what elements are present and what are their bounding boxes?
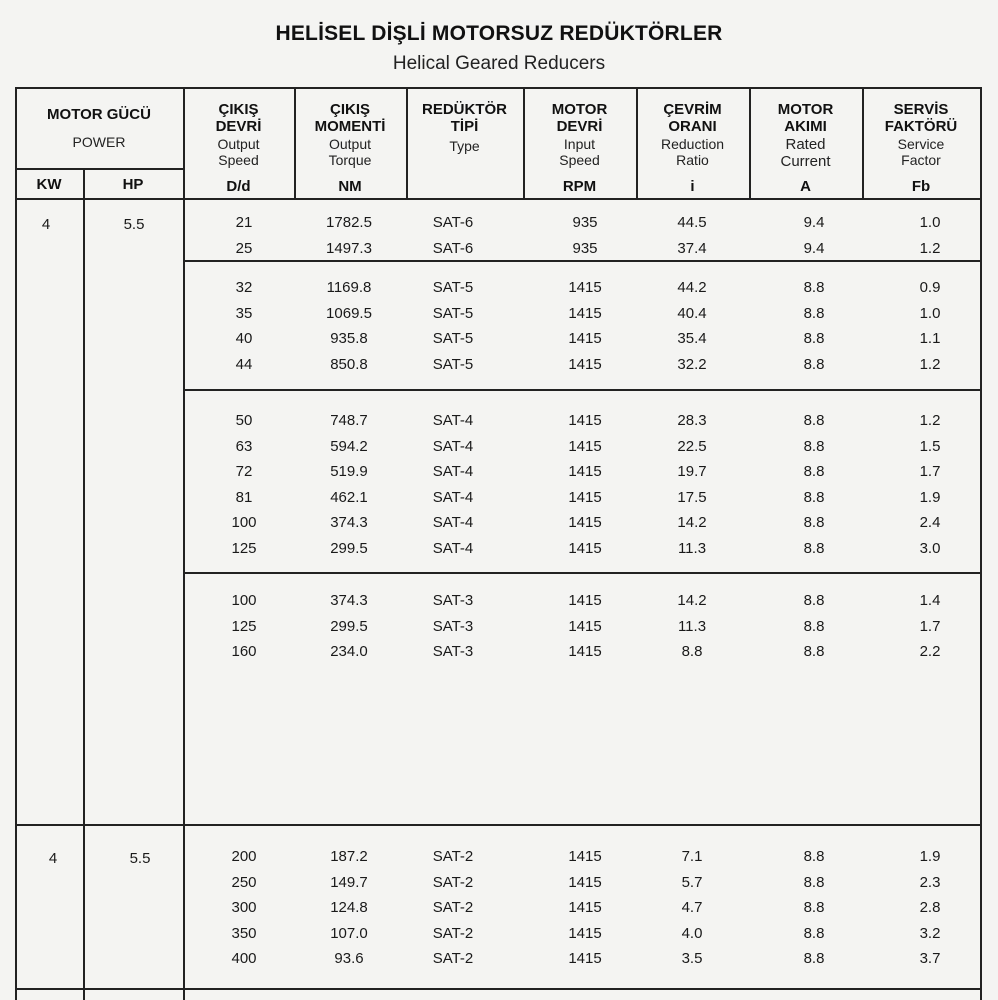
header-service-unit: Fb: [911, 178, 931, 195]
output-torque-cell: 124.8: [330, 899, 368, 917]
rated-current-cell: 8.8: [803, 873, 825, 891]
header-ratio-en1: Reduction: [660, 135, 725, 152]
output-speed-cell: 125: [231, 617, 257, 635]
header-ratio-tr1: ÇEVRİM: [663, 101, 722, 118]
service-factor-cell: 3.2: [919, 924, 941, 942]
header-service-en2: Factor: [901, 151, 941, 168]
header-reducer-type: [406, 101, 523, 198]
output-torque-cell: 299.5: [330, 617, 368, 635]
output-torque-cell: 462.1: [330, 488, 368, 506]
header-input-speed-unit: RPM: [562, 178, 597, 195]
power-hp-value: 5.5: [129, 850, 151, 867]
service-factor-cell: 1.0: [919, 214, 941, 231]
input-speed-cell: 935: [572, 239, 598, 257]
output-torque-cell: 1782.5: [326, 214, 372, 231]
header-hp-label: HP: [122, 176, 144, 193]
header-current-tr2: AKIMI: [784, 118, 827, 136]
reducer-type-cell: SAT-6: [432, 239, 474, 257]
reduction-ratio-cell: 8.8: [681, 643, 703, 661]
output-speed-cell: 44: [235, 355, 253, 373]
rated-current-cell: 8.8: [803, 950, 825, 968]
input-speed-cell: 1415: [568, 924, 602, 942]
input-speed-cell: 1415: [568, 643, 602, 661]
reducer-type-cell: SAT-3: [432, 617, 474, 635]
header-current-en1: Rated: [785, 135, 826, 153]
reduction-ratio-cell: 14.2: [677, 592, 707, 609]
rated-current-cell: 8.8: [803, 330, 825, 348]
service-factor-cell: 2.3: [919, 873, 941, 891]
header-output-speed-en1: Output: [217, 135, 260, 152]
output-speed-cell: 100: [231, 514, 257, 532]
output-speed-cell: 250: [231, 873, 257, 891]
header-output-torque: [294, 101, 406, 198]
output-speed-cell: 300: [231, 899, 257, 917]
reducer-type-cell: SAT-2: [432, 899, 474, 917]
group-separator: [183, 260, 982, 262]
output-torque-cell: 93.6: [334, 950, 364, 968]
header-input-speed-tr2: DEVRİ: [556, 118, 603, 136]
output-speed-cell: 160: [231, 643, 257, 661]
service-factor-cell: 1.4: [919, 592, 941, 609]
reduction-ratio-cell: 32.2: [677, 355, 707, 373]
header-output-torque-tr1: ÇIKIŞ: [329, 101, 370, 118]
header-input-speed-tr1: MOTOR: [551, 101, 608, 118]
output-speed-cell: 81: [235, 488, 253, 506]
rated-current-cell: 9.4: [803, 239, 825, 257]
reducer-type-cell: SAT-4: [432, 437, 474, 455]
header-current: [749, 101, 862, 198]
header-output-torque-en1: Output: [328, 135, 372, 152]
reduction-ratio-cell: 40.4: [677, 304, 707, 322]
reduction-ratio-cell: 7.1: [681, 848, 703, 865]
output-torque-cell: 187.2: [330, 848, 368, 865]
output-torque-cell: 594.2: [330, 437, 368, 455]
reduction-ratio-cell: 44.5: [677, 214, 707, 231]
header-output-speed-en2: Speed: [218, 151, 259, 168]
reduction-ratio-cell: 17.5: [677, 488, 707, 506]
header-output-speed-tr1: ÇIKIŞ: [218, 101, 259, 118]
rated-current-cell: 8.8: [803, 617, 825, 635]
output-speed-cell: 21: [235, 214, 253, 231]
reducer-type-cell: SAT-4: [432, 463, 474, 481]
header-kw-label: KW: [36, 176, 62, 193]
header-service-tr1: SERVİS: [893, 101, 949, 118]
header-service-tr2: FAKTÖRÜ: [884, 118, 958, 136]
group-separator: [183, 572, 982, 574]
header-bottom-line: [15, 198, 982, 200]
header-reducer-type-tr2: TİPİ: [450, 118, 479, 136]
reducer-type-cell: SAT-4: [432, 514, 474, 532]
service-factor-cell: 1.7: [919, 617, 941, 635]
service-factor-cell: 1.9: [919, 488, 941, 506]
output-speed-cell: 200: [231, 848, 257, 865]
output-speed-cell: 25: [235, 239, 253, 257]
rated-current-cell: 8.8: [803, 540, 825, 557]
service-factor-cell: 1.0: [919, 304, 941, 322]
header-power-tr: MOTOR GÜCÜ: [47, 106, 151, 123]
header-current-tr1: MOTOR: [777, 101, 834, 118]
reduction-ratio-cell: 5.7: [681, 873, 703, 891]
service-factor-cell: 2.8: [919, 899, 941, 917]
input-speed-cell: 1415: [568, 950, 602, 968]
output-torque-cell: 149.7: [330, 873, 368, 891]
output-speed-cell: 125: [231, 540, 257, 557]
reduction-ratio-cell: 19.7: [677, 463, 707, 481]
page-title: HELİSEL DİŞLİ MOTORSUZ REDÜKTÖRLER: [275, 22, 723, 45]
header-reducer-type-en1: Type: [449, 137, 480, 154]
input-speed-cell: 1415: [568, 848, 602, 865]
rated-current-cell: 8.8: [803, 924, 825, 942]
reducer-type-cell: SAT-3: [432, 643, 474, 661]
header-hp: [83, 176, 183, 193]
output-speed-cell: 40: [235, 330, 253, 348]
header-output-speed: [183, 101, 294, 198]
input-speed-cell: 1415: [568, 899, 602, 917]
rated-current-cell: 8.8: [803, 488, 825, 506]
header-current-unit: A: [800, 178, 811, 195]
output-torque-cell: 374.3: [330, 592, 368, 609]
header-ratio-tr2: ORANI: [668, 118, 717, 136]
rated-current-cell: 8.8: [803, 848, 825, 865]
output-torque-cell: 519.9: [330, 463, 368, 481]
input-speed-cell: 1415: [568, 514, 602, 532]
reducer-type-cell: SAT-2: [432, 848, 474, 865]
header-kw: [15, 176, 83, 193]
output-speed-cell: 50: [235, 412, 253, 429]
rated-current-cell: 8.8: [803, 899, 825, 917]
reducer-type-cell: SAT-5: [432, 355, 474, 373]
table-left-border: [15, 87, 17, 1000]
rated-current-cell: 8.8: [803, 514, 825, 532]
reducer-type-cell: SAT-2: [432, 950, 474, 968]
output-speed-cell: 350: [231, 924, 257, 942]
input-speed-cell: 1415: [568, 592, 602, 609]
reduction-ratio-cell: 44.2: [677, 279, 707, 296]
power-kw-value: 4: [48, 850, 58, 867]
output-torque-cell: 299.5: [330, 540, 368, 557]
input-speed-cell: 1415: [568, 617, 602, 635]
input-speed-cell: 1415: [568, 279, 602, 296]
header-reducer-type-tr1: REDÜKTÖR: [422, 101, 507, 118]
table-bottom-line: [15, 988, 982, 990]
output-torque-cell: 374.3: [330, 514, 368, 532]
header-power: [15, 106, 183, 150]
reducer-type-cell: SAT-2: [432, 924, 474, 942]
header-ratio: [636, 101, 749, 198]
rated-current-cell: 8.8: [803, 592, 825, 609]
output-speed-cell: 32: [235, 279, 253, 296]
output-torque-cell: 1069.5: [326, 304, 372, 322]
reducer-type-cell: SAT-4: [432, 412, 474, 429]
header-output-torque-unit: NM: [338, 178, 362, 195]
header-service-en1: Service: [897, 135, 945, 152]
service-factor-cell: 0.9: [919, 279, 941, 296]
reduction-ratio-cell: 37.4: [677, 239, 707, 257]
reducer-type-cell: SAT-6: [432, 214, 474, 231]
service-factor-cell: 2.2: [919, 643, 941, 661]
header-ratio-en2: Ratio: [676, 151, 709, 168]
input-speed-cell: 935: [572, 214, 598, 231]
reducer-type-cell: SAT-5: [432, 330, 474, 348]
service-factor-cell: 3.0: [919, 540, 941, 557]
input-speed-cell: 1415: [568, 412, 602, 429]
output-torque-cell: 1497.3: [326, 239, 372, 257]
reduction-ratio-cell: 11.3: [677, 617, 707, 635]
input-speed-cell: 1415: [568, 330, 602, 348]
output-torque-cell: 1169.8: [326, 279, 372, 296]
page-subtitle: Helical Geared Reducers: [392, 53, 606, 74]
output-speed-cell: 63: [235, 437, 253, 455]
header-input-speed-en1: Input: [563, 135, 596, 152]
rated-current-cell: 9.4: [803, 214, 825, 231]
input-speed-cell: 1415: [568, 873, 602, 891]
reduction-ratio-cell: 22.5: [677, 437, 707, 455]
service-factor-cell: 3.7: [919, 950, 941, 968]
reduction-ratio-cell: 4.7: [681, 899, 703, 917]
output-speed-cell: 35: [235, 304, 253, 322]
rated-current-cell: 8.8: [803, 463, 825, 481]
kw-hp-separator: [83, 168, 85, 1000]
reducer-type-cell: SAT-5: [432, 279, 474, 296]
output-torque-cell: 107.0: [330, 924, 368, 942]
output-speed-cell: 400: [231, 950, 257, 968]
service-factor-cell: 1.2: [919, 355, 941, 373]
rated-current-cell: 8.8: [803, 304, 825, 322]
power-hp-value: 5.5: [123, 216, 145, 233]
reduction-ratio-cell: 3.5: [681, 950, 703, 968]
output-torque-cell: 748.7: [330, 412, 368, 429]
header-output-torque-en2: Torque: [328, 151, 372, 168]
rated-current-cell: 8.8: [803, 437, 825, 455]
output-speed-cell: 72: [235, 463, 253, 481]
reducer-type-cell: SAT-3: [432, 592, 474, 609]
reduction-ratio-cell: 11.3: [677, 540, 707, 557]
input-speed-cell: 1415: [568, 488, 602, 506]
table-top-border: [15, 87, 982, 89]
power-subheader-line: [15, 168, 183, 170]
rated-current-cell: 8.8: [803, 355, 825, 373]
reduction-ratio-cell: 14.2: [677, 514, 707, 532]
output-torque-cell: 935.8: [330, 330, 368, 348]
service-factor-cell: 1.5: [919, 437, 941, 455]
header-power-en: POWER: [72, 134, 126, 151]
header-output-torque-tr2: MOMENTİ: [314, 118, 386, 136]
rated-current-cell: 8.8: [803, 643, 825, 661]
input-speed-cell: 1415: [568, 540, 602, 557]
header-service: [862, 101, 980, 198]
power-kw-value: 4: [41, 216, 51, 233]
service-factor-cell: 1.2: [919, 239, 941, 257]
reducer-type-cell: SAT-4: [432, 540, 474, 557]
service-factor-cell: 1.1: [919, 330, 941, 348]
input-speed-cell: 1415: [568, 304, 602, 322]
output-speed-cell: 100: [231, 592, 257, 609]
input-speed-cell: 1415: [568, 355, 602, 373]
service-factor-cell: 1.9: [919, 848, 941, 865]
header-output-speed-tr2: DEVRİ: [215, 118, 262, 136]
service-factor-cell: 1.7: [919, 463, 941, 481]
input-speed-cell: 1415: [568, 463, 602, 481]
input-speed-cell: 1415: [568, 437, 602, 455]
reducer-type-cell: SAT-2: [432, 873, 474, 891]
header-output-speed-unit: D/d: [226, 178, 251, 195]
rated-current-cell: 8.8: [803, 279, 825, 296]
header-ratio-unit: i: [690, 178, 695, 195]
reduction-ratio-cell: 28.3: [677, 412, 707, 429]
output-torque-cell: 234.0: [330, 643, 368, 661]
service-factor-cell: 2.4: [919, 514, 941, 532]
power-separator: [183, 87, 185, 1000]
reducer-type-cell: SAT-5: [432, 304, 474, 322]
reduction-ratio-cell: 4.0: [681, 924, 703, 942]
reduction-ratio-cell: 35.4: [677, 330, 707, 348]
block-separator: [15, 824, 982, 826]
header-current-en2: Current: [780, 152, 831, 170]
group-separator: [183, 389, 982, 391]
rated-current-cell: 8.8: [803, 412, 825, 429]
header-input-speed: [523, 101, 636, 198]
service-factor-cell: 1.2: [919, 412, 941, 429]
table-right-border: [980, 87, 982, 1000]
header-input-speed-en2: Speed: [559, 151, 600, 168]
output-torque-cell: 850.8: [330, 355, 368, 373]
reducer-type-cell: SAT-4: [432, 488, 474, 506]
